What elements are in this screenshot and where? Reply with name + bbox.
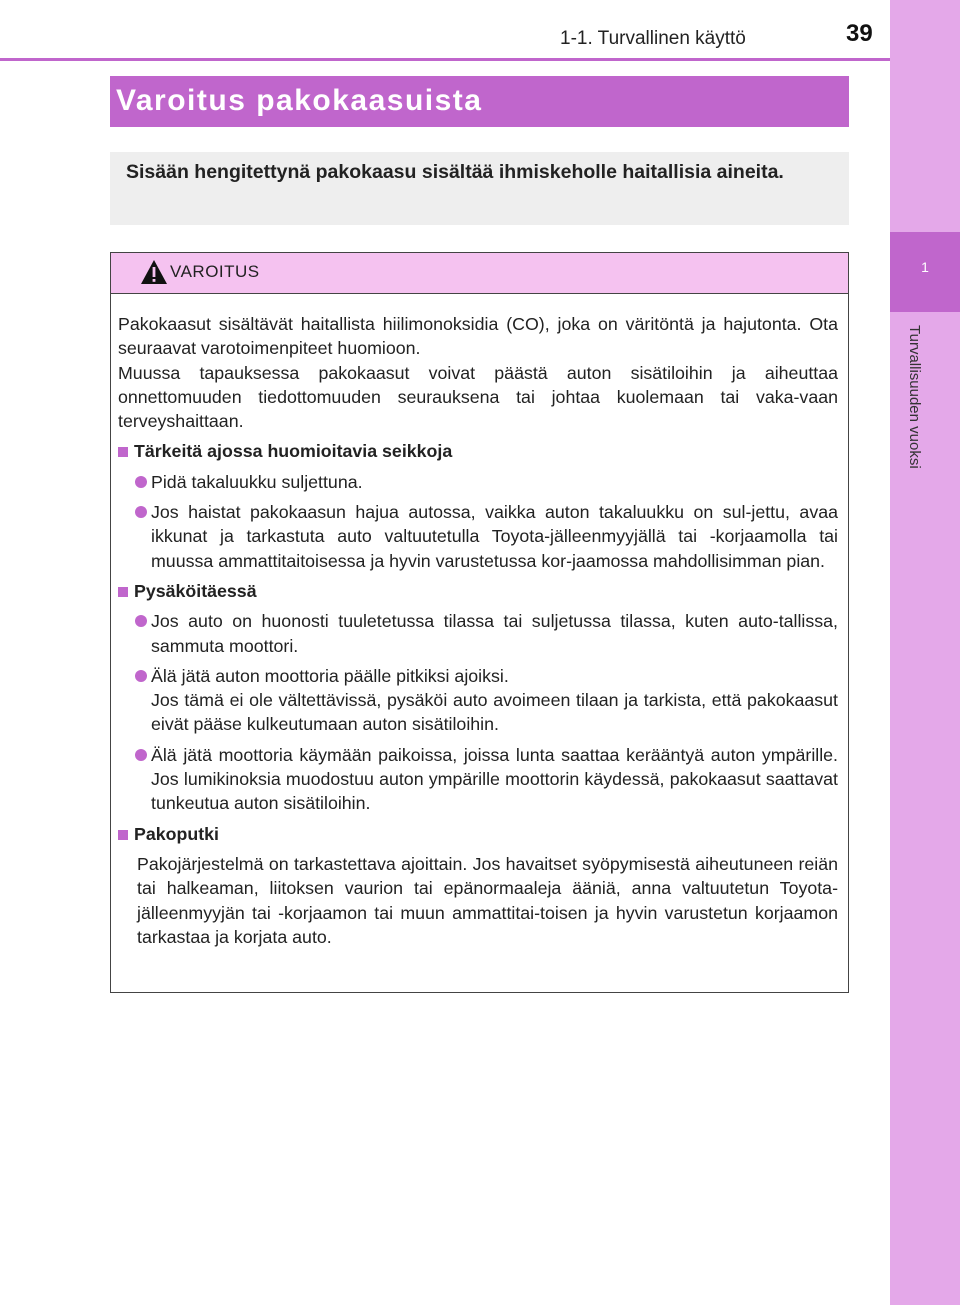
- warning-body: [111, 294, 848, 949]
- round-bullet-icon: [135, 506, 147, 518]
- list-item: Jos haistat pakokaasun hajua autossa, vaikka auton takaluukku on sul-jettu, avaa ikkunat ja tarkastuta auto valtuutetulla Toyota-jälleenmyyjällä tai -korjaamolla tai muussa ammattitaitoisessa ja hyvin varustetussa kor-jaamossa mahdollisimman pian.: [135, 500, 838, 573]
- round-bullet-icon: [135, 749, 147, 761]
- round-bullet-icon: [135, 615, 147, 627]
- header-divider: [0, 58, 890, 61]
- section-text: Pakojärjestelmä on tarkastettava ajoittain. Jos havaitset syöpymisestä aiheutuneen reiän tai halkeaman, liitoksen vaurion tai epänormaaleja ääniä, anna valtuutetun Toyota-jälleenmyyjän tai -korjaamon tai muun ammattitai-toisen ja hyvin varustetun korjaamon tarkastaa ja korjata auto.: [137, 853, 838, 947]
- warning-header: [111, 253, 848, 294]
- section-header: 1-1. Turvallinen käyttö: [560, 28, 746, 49]
- list-item: Pidä takaluukku suljettuna.: [135, 470, 838, 494]
- section-heading: Tärkeitä ajossa huomioitavia seikkoja: [118, 439, 838, 463]
- list-item: Älä jätä moottoria käymään paikoissa, joissa lunta saattaa kerääntyä auton ympärille. Jos lumikinoksia muodostuu auton ympärille moottorin käydessä, pakokaasut saattavat tunkeutua auton sisätiloihin.: [135, 743, 838, 816]
- side-tab: [890, 0, 960, 1305]
- chapter-number[interactable]: 1: [890, 232, 960, 312]
- page-number: 39: [846, 20, 873, 47]
- warning-paragraph: Muussa tapauksessa pakokaasut voivat päästä auton sisätiloihin ja aiheuttaa onnettomuuden tiedottomuuden seurauksena tai johtaa kuolemaan tai vaka-vaan terveyshaittaan.: [118, 362, 838, 432]
- warning-box: [110, 252, 849, 993]
- section-heading: Pysäköitäessä: [118, 579, 838, 603]
- warning-triangle-icon: [140, 259, 168, 290]
- chapter-label: Turvallisuuden vuoksi: [906, 325, 923, 469]
- square-bullet-icon: [118, 447, 128, 457]
- intro-text: Sisään hengitettynä pakokaasu sisältää ihmiskeholle haitallisia aineita.: [126, 161, 784, 183]
- list-item: Älä jätä auton moottoria päälle pitkiksi ajoiksi. Jos tämä ei ole vältettävissä, pysäköi auto avoimeen tilaan ja tarkista, että pakokaasut eivät pääse kulkeutumaan auton sisätiloihin.: [135, 664, 838, 737]
- warning-label: VAROITUS: [170, 262, 260, 281]
- intro-box: [110, 152, 849, 225]
- page-title: Varoitus pakokaasuista: [116, 84, 483, 117]
- round-bullet-icon: [135, 670, 147, 682]
- warning-paragraph: Pakokaasut sisältävät haitallista hiilimonoksidia (CO), joka on väritöntä ja hajutonta. Ota seuraavat varotoimenpiteet huomioon.: [118, 314, 838, 359]
- list-item: Jos auto on huonosti tuuletetussa tilassa tai suljetussa tilassa, kuten auto-tallissa, sammuta moottori.: [135, 609, 838, 658]
- section-heading: Pakoputki: [118, 822, 838, 846]
- square-bullet-icon: [118, 830, 128, 840]
- round-bullet-icon: [135, 476, 147, 488]
- square-bullet-icon: [118, 587, 128, 597]
